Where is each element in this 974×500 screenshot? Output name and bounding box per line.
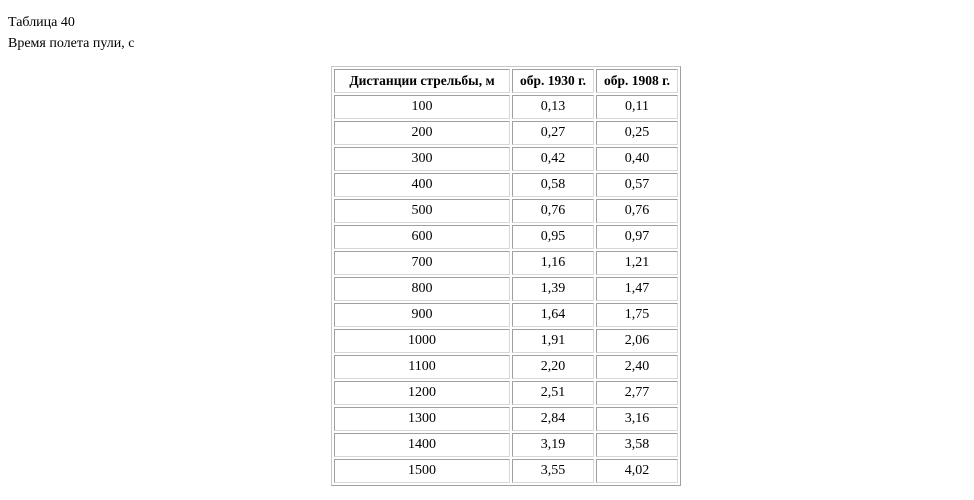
distance-cell: 1000: [334, 329, 510, 353]
flight-time-table: [331, 66, 681, 486]
table-row: [334, 459, 678, 483]
model-1908-cell: 2,77: [596, 381, 678, 405]
model-1908-cell: 3,16: [596, 407, 678, 431]
table-row: [334, 329, 678, 353]
distance-cell: 1300: [334, 407, 510, 431]
distance-cell: 200: [334, 121, 510, 145]
table-title: Время полета пули, с: [8, 36, 135, 51]
table-row: [334, 121, 678, 145]
model-1930-cell: 0,58: [512, 173, 594, 197]
table-row: [334, 433, 678, 457]
header-model-1908: обр. 1908 г.: [596, 69, 678, 93]
model-1908-cell: 0,76: [596, 199, 678, 223]
model-1908-cell: 0,40: [596, 147, 678, 171]
model-1930-cell: 2,84: [512, 407, 594, 431]
table-number: Таблица 40: [8, 15, 75, 30]
model-1908-cell: 4,02: [596, 459, 678, 483]
distance-cell: 300: [334, 147, 510, 171]
model-1908-cell: 1,75: [596, 303, 678, 327]
header-row: [334, 69, 678, 93]
model-1908-cell: 0,57: [596, 173, 678, 197]
model-1930-cell: 1,64: [512, 303, 594, 327]
distance-cell: 500: [334, 199, 510, 223]
table-container: [331, 66, 681, 486]
table-row: [334, 225, 678, 249]
model-1930-cell: 2,51: [512, 381, 594, 405]
distance-cell: 900: [334, 303, 510, 327]
model-1908-cell: 1,21: [596, 251, 678, 275]
table-row: [334, 199, 678, 223]
model-1930-cell: 2,20: [512, 355, 594, 379]
table-row: [334, 381, 678, 405]
model-1908-cell: 1,47: [596, 277, 678, 301]
table-row: [334, 251, 678, 275]
table-row: [334, 407, 678, 431]
header-distance: Дистанции стрельбы, м: [334, 69, 510, 93]
distance-cell: 1100: [334, 355, 510, 379]
distance-cell: 600: [334, 225, 510, 249]
model-1930-cell: 0,42: [512, 147, 594, 171]
model-1908-cell: 0,97: [596, 225, 678, 249]
model-1908-cell: 2,40: [596, 355, 678, 379]
table-row: [334, 147, 678, 171]
model-1930-cell: 0,76: [512, 199, 594, 223]
table-row: [334, 303, 678, 327]
model-1930-cell: 0,27: [512, 121, 594, 145]
distance-cell: 1400: [334, 433, 510, 457]
model-1930-cell: 3,19: [512, 433, 594, 457]
model-1908-cell: 3,58: [596, 433, 678, 457]
model-1930-cell: 1,91: [512, 329, 594, 353]
distance-cell: 1200: [334, 381, 510, 405]
model-1908-cell: 2,06: [596, 329, 678, 353]
model-1908-cell: 0,25: [596, 121, 678, 145]
distance-cell: 1500: [334, 459, 510, 483]
table-row: [334, 95, 678, 119]
table-row: [334, 355, 678, 379]
table-row: [334, 173, 678, 197]
distance-cell: 700: [334, 251, 510, 275]
model-1930-cell: 1,16: [512, 251, 594, 275]
table-caption: [8, 12, 134, 54]
distance-cell: 400: [334, 173, 510, 197]
model-1930-cell: 3,55: [512, 459, 594, 483]
model-1930-cell: 0,13: [512, 95, 594, 119]
model-1930-cell: 1,39: [512, 277, 594, 301]
table-row: [334, 277, 678, 301]
distance-cell: 100: [334, 95, 510, 119]
distance-cell: 800: [334, 277, 510, 301]
model-1908-cell: 0,11: [596, 95, 678, 119]
model-1930-cell: 0,95: [512, 225, 594, 249]
header-model-1930: обр. 1930 г.: [512, 69, 594, 93]
